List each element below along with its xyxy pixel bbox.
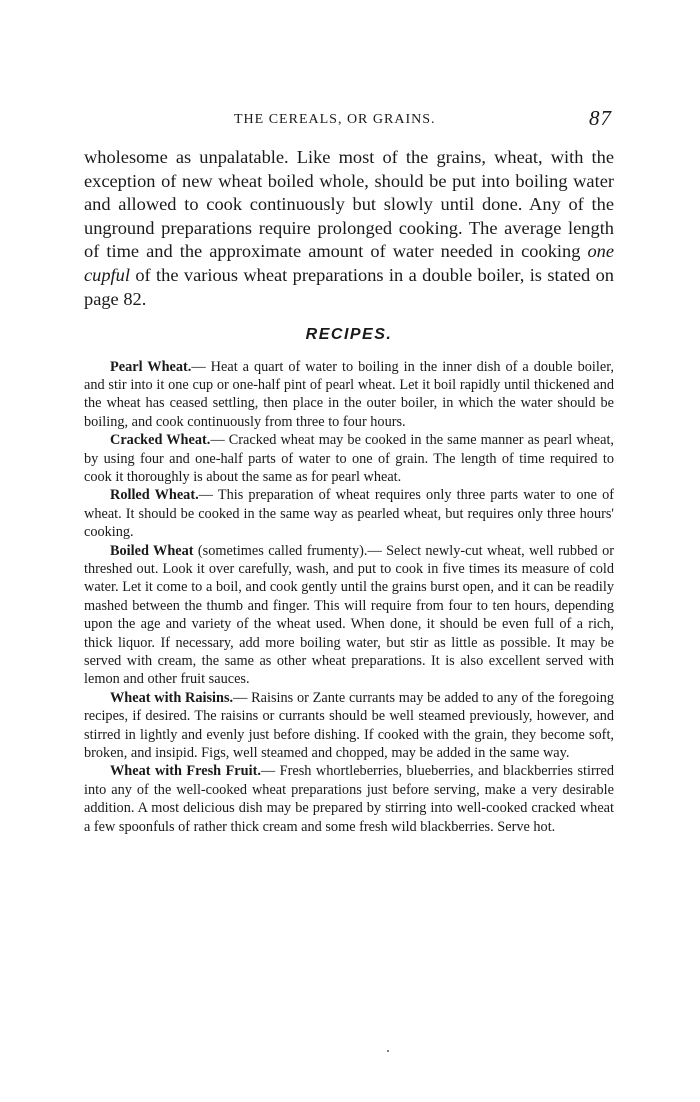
recipe-name: Pearl Wheat. bbox=[110, 358, 192, 375]
recipe-rolled-wheat bbox=[84, 486, 614, 541]
recipe-text: — Heat a quart of water to boiling in the inner dish of a double boiler, and stir into it one cup or one-half pint of pearl wheat. Let it boil rapidly until thickened and the wheat has ceased settling, then place in the outer boiler, in which the water should be boiling, and cook continuously from three to four hours. bbox=[84, 358, 614, 430]
recipe-name: Boiled Wheat bbox=[110, 542, 194, 559]
recipe-pearl-wheat bbox=[84, 358, 614, 432]
running-title: THE CEREALS, OR GRAINS. bbox=[234, 112, 436, 127]
recipe-text: — Raisins or Zante currants may be added to any of the foregoing recipes, if desired. The raisins or currants should be well steamed previously, however, and stirred in lightly and evenly just before dishing. If cooked with the grain, they become soft, broken, and insipid. Figs, well steamed and chopped, may be added in the same way. bbox=[84, 689, 614, 762]
section-heading: RECIPES. bbox=[305, 325, 393, 343]
ink-speck bbox=[387, 1050, 389, 1052]
recipe-text: — Cracked wheat may be cooked in the same manner as pearl wheat, by using four and one-half parts of water to one of grain. The length of time required to cook it thoroughly is about the same as for pearl wheat. bbox=[84, 432, 615, 485]
book-page bbox=[84, 104, 614, 836]
recipe-cracked-wheat bbox=[84, 431, 614, 486]
recipe-name: Wheat with Raisins. bbox=[110, 689, 234, 706]
page-number: 87 bbox=[589, 106, 612, 130]
intro-paragraph bbox=[84, 146, 614, 311]
recipe-text: — Fresh whortleberries, blueberries, and blackberries stirred into any of the well-cooked wheat preparations just before serving, make a very desirable addition. A most delicious dish may be prepared by stirring into well-cooked cracked wheat a few spoonfuls of rather thick cream and some fresh wild blackberries. Serve hot. bbox=[84, 763, 614, 835]
running-head bbox=[84, 104, 614, 132]
recipe-name: Cracked Wheat. bbox=[110, 432, 211, 449]
intro-text-2: of the various wheat preparations in a double boiler, is stated on page 82. bbox=[84, 264, 614, 309]
recipe-text: (sometimes called frumenty).— Select newly-cut wheat, well rubbed or threshed out. Look it over carefully, wash, and put to cook in five times its measure of cold water. Let it come to a boil, and cook gently until the grains burst open, and it can be readily mashed between the thumb and finger. This will require from four to ten hours, depending upon the age and variety of the wheat used. When done, it should be even full of a rich, thick liquor. If necessary, add more boiling water, but stir as little as possible. It may be served with cream, the same as other wheat preparations. It is also excellent served with lemon and other fruit sauces. bbox=[84, 542, 614, 688]
recipe-boiled-wheat bbox=[84, 542, 614, 689]
recipe-wheat-with-fresh-fruit bbox=[84, 762, 614, 836]
recipe-text: — This preparation of wheat requires only three parts water to one of wheat. It should be cooked in the same way as pearled wheat, but requires only three hours' cooking. bbox=[84, 487, 615, 541]
recipe-wheat-with-raisins bbox=[84, 689, 614, 763]
recipe-name: Wheat with Fresh Fruit. bbox=[110, 763, 261, 780]
intro-emphasis: one cupful bbox=[84, 241, 614, 285]
recipe-name: Rolled Wheat. bbox=[110, 487, 199, 504]
intro-text-1: wholesome as unpalatable. Like most of the grains, wheat, with the exception of new wheat boiled whole, should be put into boiling water and allowed to cook continuously but slowly until done. Any of the unground preparations require prolonged cooking. The average length of time and the approximate amount of water needed in cooking bbox=[84, 147, 614, 262]
